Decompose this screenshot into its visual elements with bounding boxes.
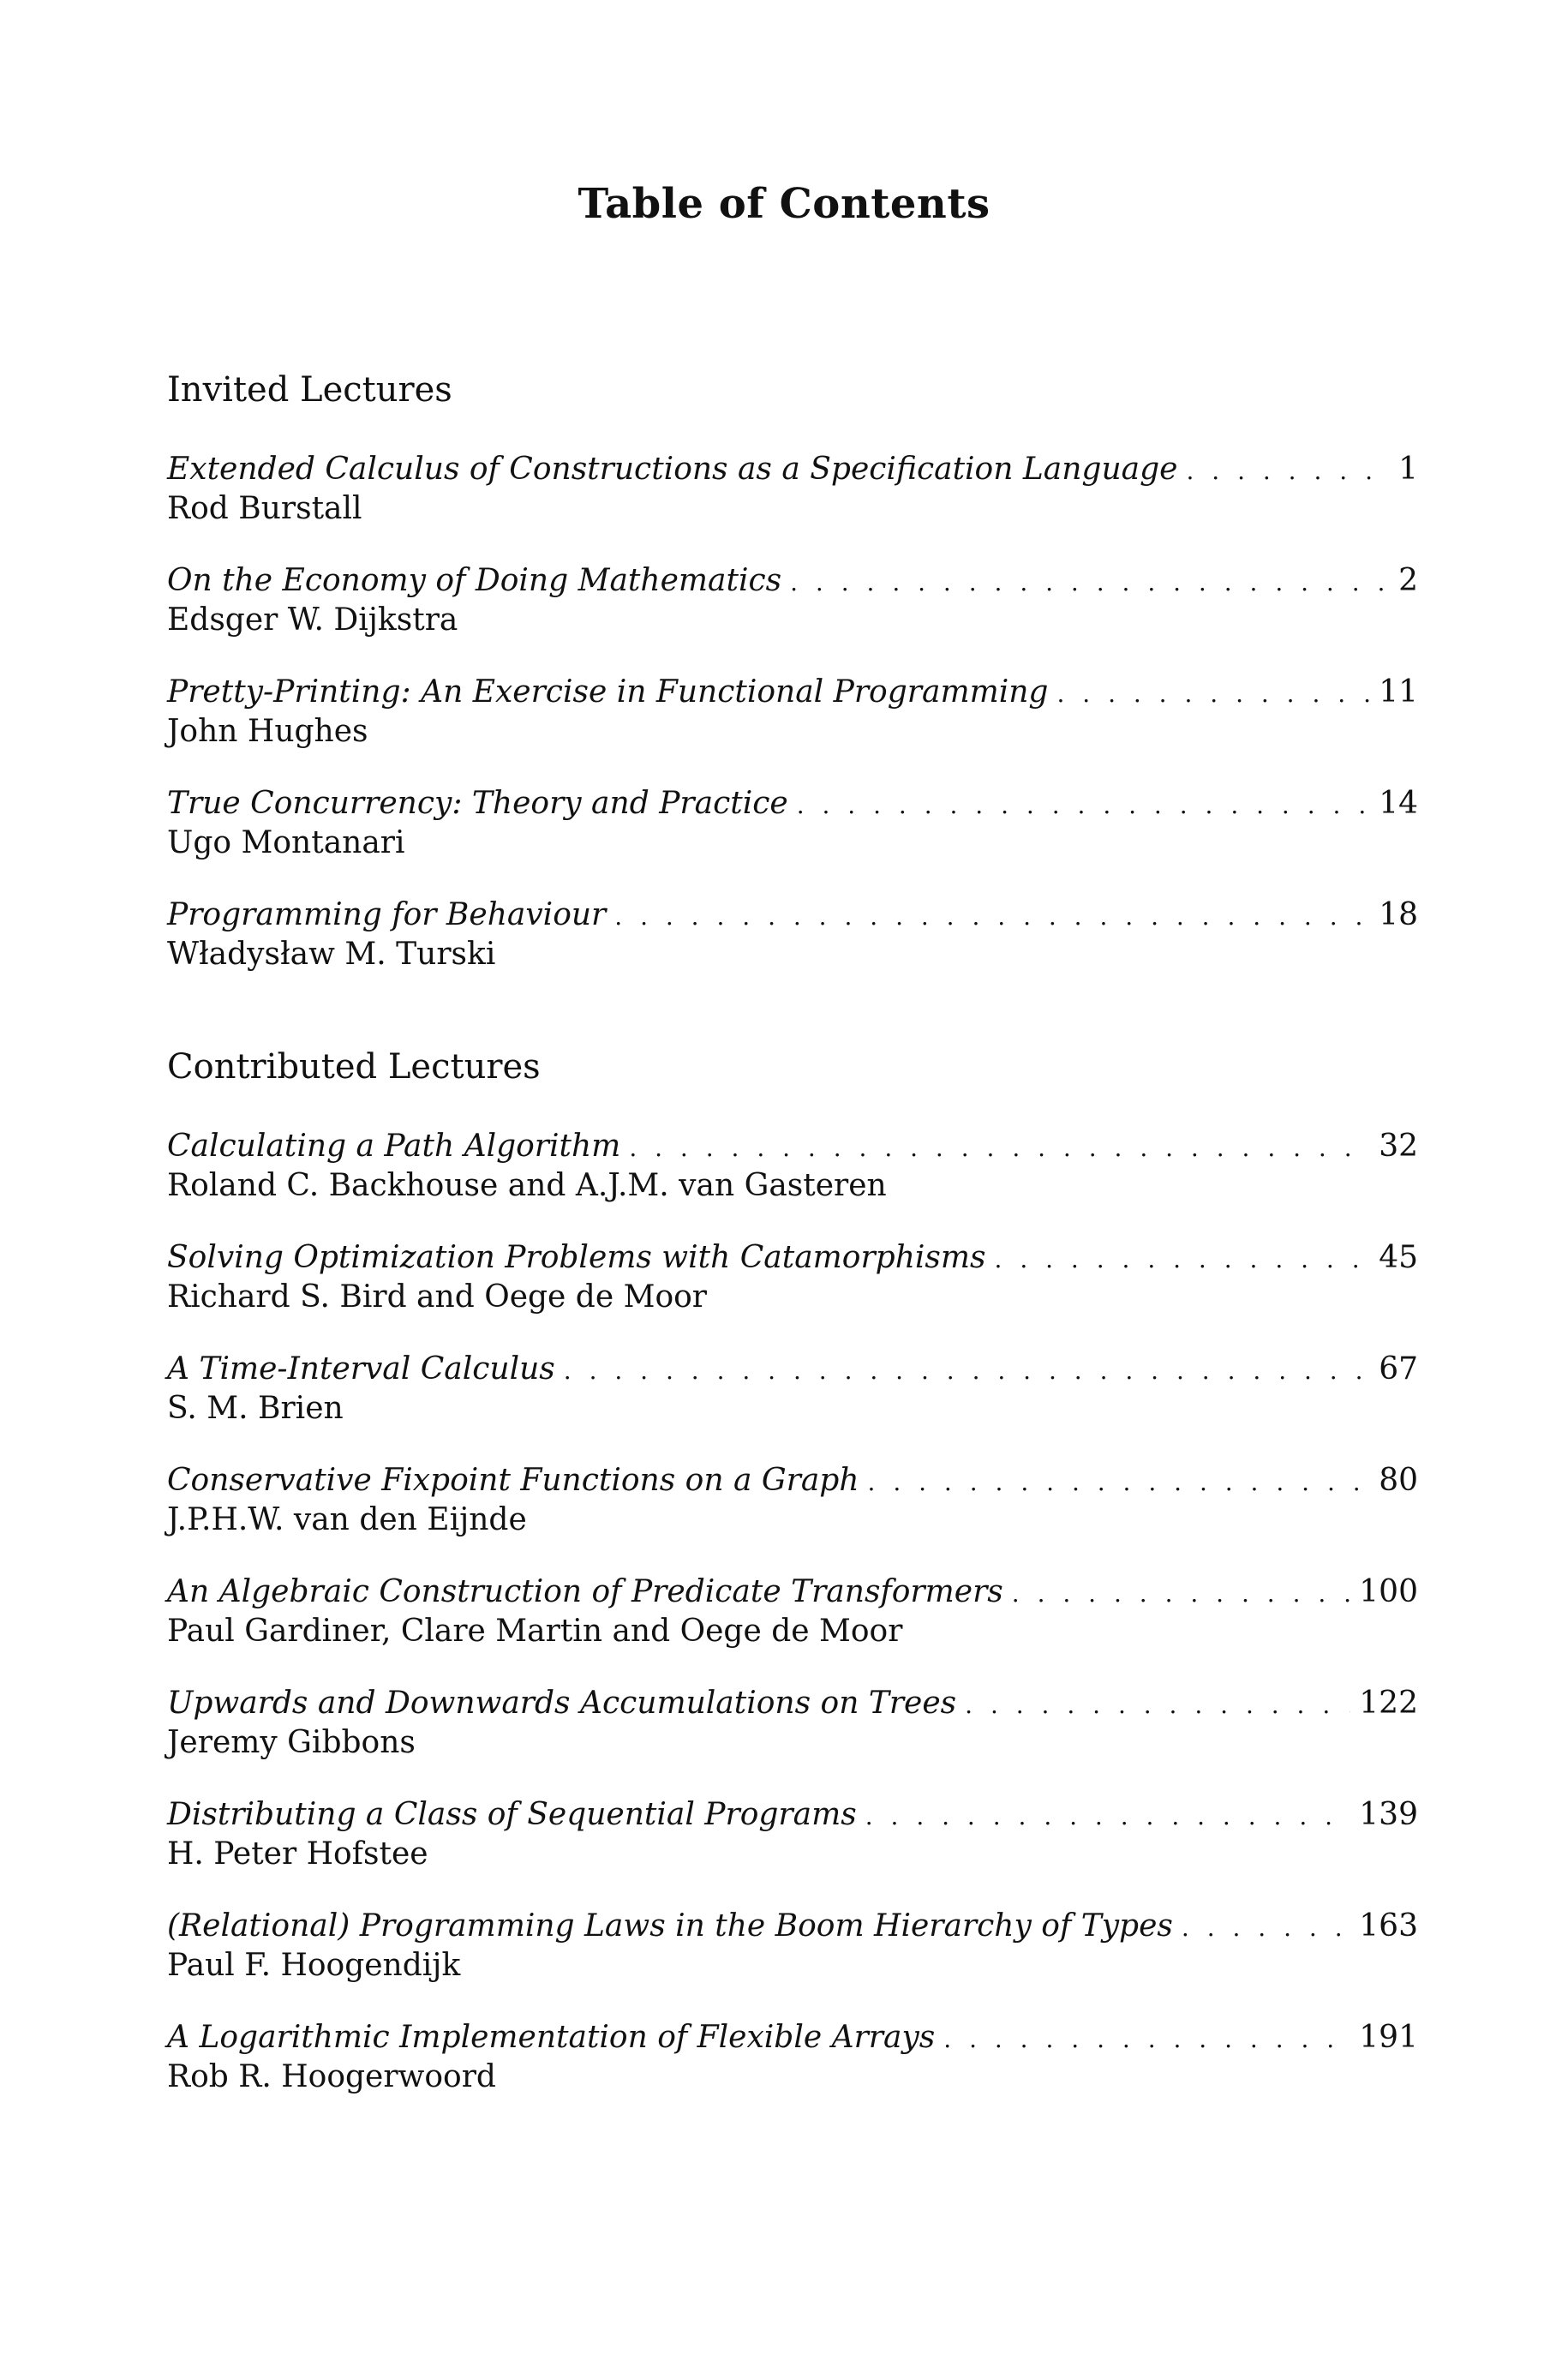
entry-authors: Edsger W. Dijkstra [167,602,458,638]
entry-authors: Ugo Montanari [167,825,405,860]
entry-line [167,2018,1418,2058]
page-number: 2 [1398,563,1418,598]
entry-authors: Roland C. Backhouse and A.J.M. van Gasteren [167,1168,887,1203]
dot-leader [943,2020,1350,2059]
section-invited-lectures [167,364,1418,1007]
dot-leader [865,1797,1351,1836]
entry-line [167,1572,1418,1612]
entry-title: Programming for Behaviour [167,897,607,932]
section-heading: Contributed Lectures [167,1047,541,1087]
entry-list [167,450,1418,1007]
dot-leader [1182,1908,1350,1948]
entry-line [167,1238,1418,1278]
entry-title: On the Economy of Doing Mathematics [167,563,782,598]
toc-entry [167,450,1418,561]
toc-entry [167,1795,1418,1907]
dot-leader [797,786,1370,825]
entry-title: Upwards and Downwards Accumulations on Trees [167,1686,957,1721]
dot-leader [1012,1574,1351,1614]
page-title: Table of Contents [578,180,990,228]
entry-line [167,1350,1418,1389]
entry-authors: H. Peter Hofstee [167,1836,428,1872]
entry-line [167,450,1418,489]
page-number: 80 [1379,1463,1418,1498]
page-number: 14 [1379,786,1418,821]
entry-title: Calculating a Path Algorithm [167,1129,621,1164]
page-number: 11 [1379,674,1418,710]
entry-title: (Relational) Programming Laws in the Boom Hierarchy of Types [167,1908,1173,1944]
section-contributed-lectures [167,1041,1418,2129]
entry-title: Solving Optimization Problems with Catamorphisms [167,1240,986,1275]
toc-entry [167,1127,1418,1238]
page-number: 45 [1379,1240,1418,1275]
entry-title: Pretty-Printing: An Exercise in Functional Programming [167,674,1049,710]
entry-authors: Paul F. Hoogendijk [167,1948,461,1983]
dot-leader [790,563,1390,602]
page-number: 191 [1359,2020,1418,2055]
entry-authors: S. M. Brien [167,1391,344,1426]
entry-authors: Jeremy Gibbons [167,1725,416,1760]
dot-leader [629,1129,1370,1168]
dot-leader [1056,674,1370,714]
toc-entry [167,1684,1418,1795]
entry-title: An Algebraic Construction of Predicate Transformers [167,1574,1003,1609]
entry-line [167,1684,1418,1723]
toc-entry [167,1572,1418,1684]
entry-authors: Richard S. Bird and Oege de Moor [167,1279,708,1315]
dot-leader [965,1686,1350,1725]
entry-line [167,561,1418,601]
entry-authors: Paul Gardiner, Clare Martin and Oege de Moor [167,1614,903,1649]
entry-authors: J.P.H.W. van den Eijnde [167,1502,527,1537]
entry-title: Distributing a Class of Sequential Programs [167,1797,857,1832]
entry-line [167,895,1418,935]
entry-authors: Władysław M. Turski [167,937,496,972]
entry-authors: John Hughes [167,714,368,749]
entry-line [167,784,1418,824]
section-heading: Invited Lectures [167,370,452,410]
page-number: 18 [1379,897,1418,932]
entry-title: True Concurrency: Theory and Practice [167,786,788,821]
toc-entry [167,673,1418,784]
entry-authors: Rod Burstall [167,491,362,526]
toc-entry [167,895,1418,1007]
toc-entry [167,1238,1418,1350]
dot-leader [1186,452,1390,491]
dot-leader [995,1240,1371,1279]
entry-title: Conservative Fixpoint Functions on a Graph [167,1463,859,1498]
entry-line [167,1907,1418,1946]
toc-entry [167,1907,1418,2018]
toc-entry [167,561,1418,673]
entry-line [167,1795,1418,1835]
entry-list [167,1127,1418,2129]
entry-line [167,673,1418,712]
page-number: 100 [1359,1574,1418,1609]
entry-line [167,1127,1418,1166]
dot-leader [614,897,1370,937]
entry-line [167,1461,1418,1500]
page-number: 1 [1398,452,1418,487]
entry-authors: Rob R. Hoogerwoord [167,2059,496,2094]
page-number: 139 [1359,1797,1418,1832]
toc-entry [167,1461,1418,1572]
toc-entry [167,784,1418,895]
page-number: 32 [1379,1129,1418,1164]
page-number: 67 [1379,1351,1418,1387]
toc-entry [167,2018,1418,2129]
toc-entry [167,1350,1418,1461]
page-number: 122 [1359,1686,1418,1721]
entry-title: A Logarithmic Implementation of Flexible Arrays [167,2020,936,2055]
dot-leader [868,1463,1371,1502]
entry-title: A Time-Interval Calculus [167,1351,555,1387]
entry-title: Extended Calculus of Constructions as a Specification Language [167,452,1178,487]
page-number: 163 [1359,1908,1418,1944]
dot-leader [564,1351,1370,1391]
